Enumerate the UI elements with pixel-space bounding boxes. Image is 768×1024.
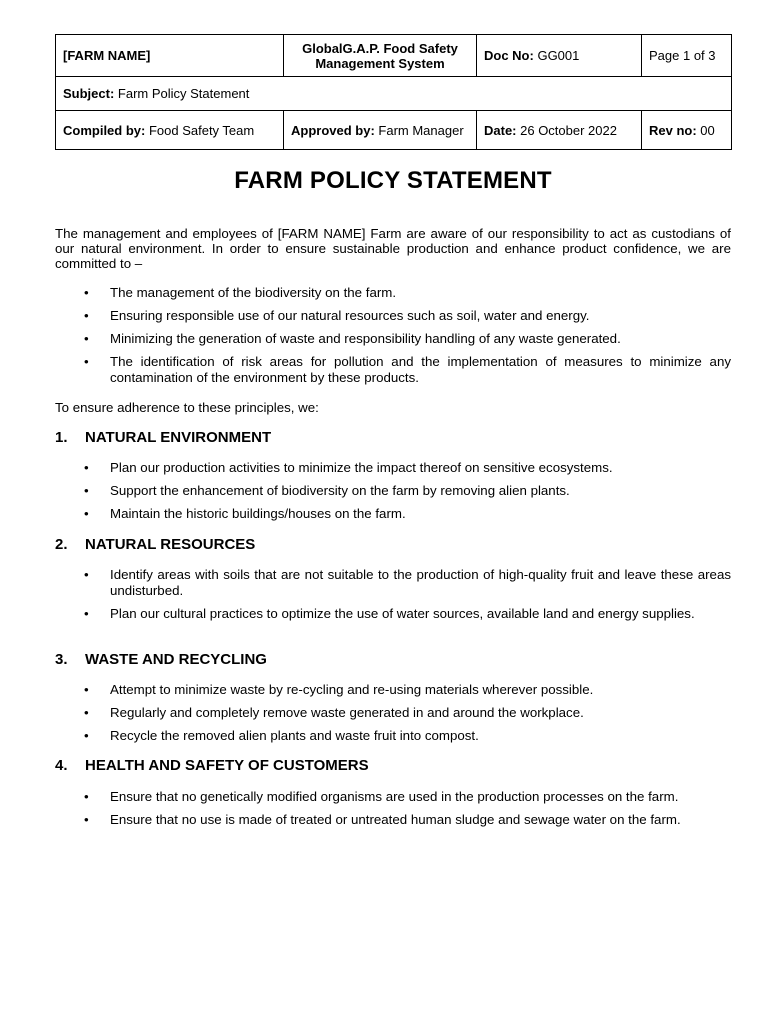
bullet-icon: • — [84, 506, 89, 521]
list-item-text: Maintain the historic buildings/houses on the farm. — [110, 506, 406, 521]
list-item-text: Recycle the removed alien plants and waste fruit into compost. — [110, 728, 479, 743]
system-name-cell: GlobalG.A.P. Food Safety Management System — [284, 35, 477, 77]
list-item — [55, 483, 731, 499]
date-value: 26 October 2022 — [516, 122, 617, 138]
list-item — [55, 308, 731, 324]
list-item-text: Plan our production activities to minimize the impact thereof on sensitive ecosystems. — [110, 460, 613, 475]
date-label: Date: — [484, 122, 517, 138]
bullet-icon: • — [84, 460, 89, 475]
subject-cell — [56, 77, 732, 111]
list-item — [55, 728, 731, 744]
list-item-text: Identify areas with soils that are not suitable to the production of high-quality fruit and leave these areas undisturbed. — [110, 567, 731, 598]
approved-by-label: Approved by: — [291, 122, 375, 138]
bullet-icon: • — [84, 682, 89, 697]
date-cell — [477, 111, 642, 150]
bullet-icon: • — [84, 354, 89, 369]
natural-environment-list — [55, 460, 731, 522]
bullet-icon: • — [84, 483, 89, 498]
rev-no-label: Rev no: — [649, 122, 697, 138]
compiled-by-label: Compiled by: — [63, 122, 146, 138]
section-title: NATURAL ENVIRONMENT — [85, 429, 272, 446]
list-item-text: Ensuring responsible use of our natural resources such as soil, water and energy. — [110, 308, 590, 323]
intro-paragraph: The management and employees of [FARM NAME] Farm are aware of our responsibility to act as custodians of our natural environment. In order to ensure sustainable production and enhance product confidence, we are committed to – — [55, 226, 731, 271]
section-number: 1. — [55, 429, 68, 446]
list-item-text: Regularly and completely remove waste generated in and around the workplace. — [110, 705, 584, 720]
rev-no-value: 00 — [696, 122, 715, 138]
bullet-icon: • — [84, 812, 89, 827]
subject-value: Farm Policy Statement — [114, 86, 250, 101]
rev-no-cell — [642, 111, 732, 150]
section-heading-waste-and-recycling — [55, 651, 731, 668]
waste-and-recycling-list — [55, 682, 731, 744]
section-title: HEALTH AND SAFETY OF CUSTOMERS — [85, 757, 369, 774]
bullet-icon: • — [84, 789, 89, 804]
farm-name-cell: [FARM NAME] — [56, 35, 284, 77]
list-item — [55, 705, 731, 721]
section-number: 2. — [55, 536, 68, 553]
list-item — [55, 331, 731, 347]
bullet-icon: • — [84, 567, 89, 582]
list-item-text: Support the enhancement of biodiversity on the farm by removing alien plants. — [110, 483, 570, 498]
compiled-by-cell — [56, 111, 284, 150]
page-title: FARM POLICY STATEMENT — [234, 167, 552, 194]
health-and-safety-list — [55, 789, 731, 828]
section-heading-health-and-safety — [55, 757, 731, 774]
list-item-text: Attempt to minimize waste by re-cycling and re-using materials wherever possible. — [110, 682, 594, 697]
bullet-icon: • — [84, 605, 89, 621]
section-number: 4. — [55, 757, 68, 774]
approved-by-cell — [284, 111, 477, 150]
bullet-icon: • — [84, 331, 89, 346]
bullet-icon: • — [84, 308, 89, 323]
list-item-text: Plan our cultural practices to optimize the use of water sources, available land and energy supplies. — [110, 605, 695, 621]
list-item — [55, 354, 731, 385]
list-item-text: Ensure that no genetically modified organisms are used in the production processes on the farm. — [110, 789, 679, 804]
doc-no-value: GG001 — [533, 48, 580, 63]
list-item — [55, 682, 731, 698]
list-item — [55, 506, 731, 522]
list-item — [55, 285, 731, 301]
subject-label: Subject: — [63, 86, 115, 101]
page-info-cell: Page 1 of 3 — [642, 35, 732, 77]
natural-resources-list — [55, 567, 731, 621]
list-item — [55, 606, 731, 622]
list-item-text: Minimizing the generation of waste and responsibility handling of any waste generated. — [110, 331, 621, 346]
section-title: WASTE AND RECYCLING — [85, 651, 267, 668]
section-heading-natural-environment — [55, 429, 731, 446]
adherence-paragraph: To ensure adherence to these principles, we: — [55, 400, 319, 415]
bullet-icon: • — [84, 705, 89, 720]
doc-no-label: Doc No: — [484, 48, 534, 63]
commitments-list — [55, 285, 731, 385]
list-item-text: The identification of risk areas for pollution and the implementation of measures to minimize any contamination of the environment by these products. — [110, 354, 731, 385]
bullet-icon: • — [84, 728, 89, 743]
bullet-icon: • — [84, 285, 89, 300]
list-item — [55, 567, 731, 598]
list-item-text: The management of the biodiversity on the farm. — [110, 285, 397, 300]
list-item-text: Ensure that no use is made of treated or untreated human sludge and sewage water on the farm. — [110, 812, 681, 827]
compiled-by-value: Food Safety Team — [145, 122, 255, 138]
list-item — [55, 460, 731, 476]
list-item — [55, 789, 731, 805]
section-title: NATURAL RESOURCES — [85, 536, 256, 553]
doc-no-cell — [477, 35, 642, 77]
section-number: 3. — [55, 651, 68, 668]
approved-by-value: Farm Manager — [374, 122, 464, 138]
document-header-table — [55, 34, 732, 150]
list-item — [55, 812, 731, 828]
section-heading-natural-resources — [55, 536, 731, 553]
